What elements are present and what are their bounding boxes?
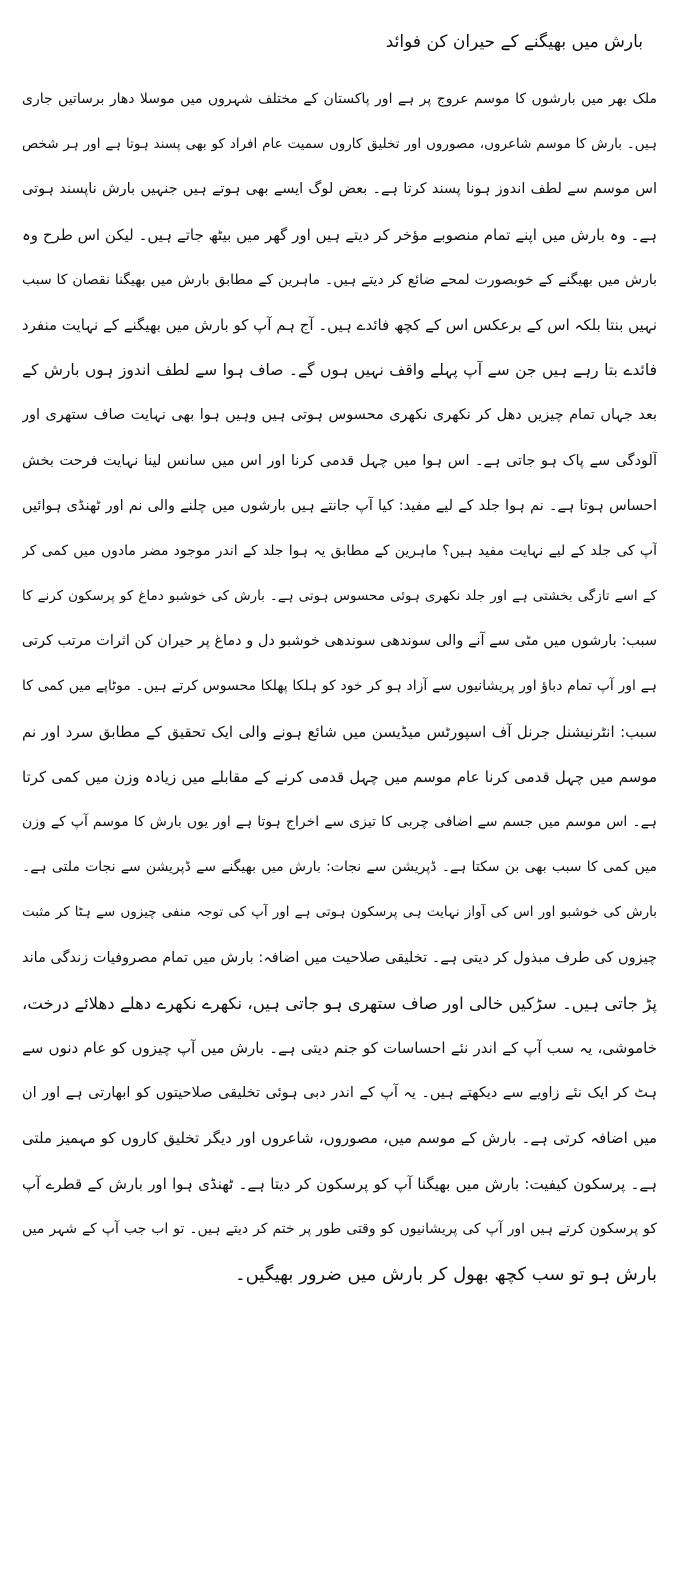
article-line: پڑ جاتی ہیں۔ سڑکیں خالی اور صاف ستھری ہو جاتی ہیں، نکھرے نکھرے دھلے دھلائے درخت، <box>22 993 657 1013</box>
article-title: بارش میں بھیگنے کے حیران کن فوائد <box>385 32 643 52</box>
article-line: خاموشی، یہ سب آپ کے اندر نئے احساسات کو جنم دیتی ہے۔ بارش میں آپ چیزوں کو عام دنوں سے <box>22 1038 657 1057</box>
article-line: آلودگی سے پاک ہو جاتی ہے۔ اس ہوا میں چہل قدمی کرنا اور اس میں سانس لینا نہایت فرحت بخش <box>22 452 657 469</box>
article-line: میں اضافہ کرتی ہے۔ بارش کے موسم میں، مصوروں، شاعروں اور دیگر تخلیق کاروں کو مہمیز ملتی <box>22 1129 657 1148</box>
article-line: ہے اور آپ تمام دباؤ اور پریشانیوں سے آزاد ہو کر خود کو ہلکا پھلکا محسوس کرتے ہیں۔ موٹاپے میں کمی کا <box>22 678 657 695</box>
article-line: میں کمی کا سبب بھی بن سکتا ہے۔ ڈپریشن سے نجات: بارش میں بھیگنے سے ڈپریشن سے نجات ملتی ہے۔ <box>22 859 657 876</box>
article-line: سبب: بارشوں میں مٹی سے آنے والی سوندھی سوندھی خوشبو دل و دماغ پر حیران کن اثرات مرتب کرتی <box>22 633 657 650</box>
article-line: ہے۔ پرسکون کیفیت: بارش میں بھیگنا آپ کو پرسکون کر دیتا ہے۔ ٹھنڈی ہوا اور بارش کے قطرے آپ <box>22 1174 657 1193</box>
article-line: ہٹ کر ایک نئے زاویے سے دیکھتے ہیں۔ یہ آپ کے اندر دبی ہوئی تخلیقی صلاحیتوں کو ابھارتی ہے اور ان <box>22 1085 657 1102</box>
article-line: بعد جہاں تمام چیزیں دھل کر نکھری نکھری محسوس ہوتی ہیں وہیں ہوا بھی نہایت صاف ستھری اور <box>22 407 657 424</box>
article-line: ہے۔ وہ بارش میں اپنے تمام منصوبے مؤخر کر دیتے ہیں اور گھر میں بیٹھ جاتے ہیں۔ لیکن اس طرح وہ <box>22 225 657 244</box>
article-line: آپ کی جلد کے لیے نہایت مفید ہیں؟ ماہرین کے مطابق یہ ہوا جلد کے اندر موجود مضر مادوں میں کمی کر <box>22 542 657 559</box>
article-line: ہے۔ اس موسم میں جسم سے اضافی چربی کا تیزی سے اخراج ہوتا ہے اور یوں بارش کا موسم آپ کے وزن <box>22 814 657 830</box>
article-line: فائدے بتا رہے ہیں جن سے آپ پہلے واقف نہیں ہوں گے۔ صاف ہوا سے لطف اندوز ہوں بارش کے <box>22 361 657 380</box>
article-line: چیزوں کی طرف مبذول کر دیتی ہے۔ تخلیقی صلاحیت میں اضافہ: بارش میں تمام مصروفیات زندگی ماند <box>22 949 657 966</box>
article-line: ہیں۔ بارش کا موسم شاعروں، مصوروں اور تخلیق کاروں سمیت عام افراد کو بھی پسند ہوتا ہے اور ہر شخص <box>22 136 657 153</box>
article-line: کو پرسکون کرتے ہیں اور آپ کی پریشانیوں کو وقتی طور پر ختم کر دیتے ہیں۔ تو اب جب آپ کے شہر میں <box>22 1220 657 1237</box>
article-line: احساس ہوتا ہے۔ نم ہوا جلد کے لیے مفید: کیا آپ جانتے ہیں بارشوں میں چلنے والی نم اور ٹھنڈی ہوائیں <box>22 497 657 514</box>
article-line: اس موسم سے لطف اندوز ہونا پسند کرتا ہے۔ بعض لوگ ایسے بھی ہوتے ہیں جنہیں بارش ناپسند ہوتی <box>22 181 657 198</box>
article-line: نہیں بنتا بلکہ اس کے برعکس اس کے کچھ فائدے ہیں۔ آج ہم آپ کو بارش میں بھیگنے کے نہایت منفرد <box>22 315 657 334</box>
article-line: بارش میں بھیگنے کے خوبصورت لمحے ضائع کر دیتے ہیں۔ ماہرین کے مطابق بارش میں بھیگنا نقصان کا سبب <box>22 271 657 288</box>
article-line: بارش کی خوشبو اور اس کی آواز نہایت ہی پرسکون ہوتی ہے اور آپ کی توجہ منفی چیزوں سے ہٹا کر مثبت <box>22 904 657 921</box>
article-line: موسم میں چہل قدمی کرنا عام موسم میں چہل قدمی کرنے کے مقابلے میں زیادہ وزن میں کمی کرتا <box>22 767 657 786</box>
article-line: کے اسے تازگی بخشتی ہے اور جلد نکھری ہوئی محسوس ہوتی ہے۔ بارش کی خوشبو دماغ کو پرسکون کرنے کا <box>22 588 657 605</box>
article-line: ملک بھر میں بارشوں کا موسم عروج پر ہے اور پاکستان کے مختلف شہروں میں موسلا دھار برساتیں جاری <box>22 91 657 107</box>
article-line: سبب: انٹرنیشنل جرنل آف اسپورٹس میڈیسن میں شائع ہونے والی ایک تحقیق کے مطابق سرد اور نم <box>22 722 657 741</box>
article-line: بارش ہو تو سب کچھ بھول کر بارش میں ضرور بھیگیں۔ <box>235 1263 657 1285</box>
article-body <box>22 77 657 1297</box>
